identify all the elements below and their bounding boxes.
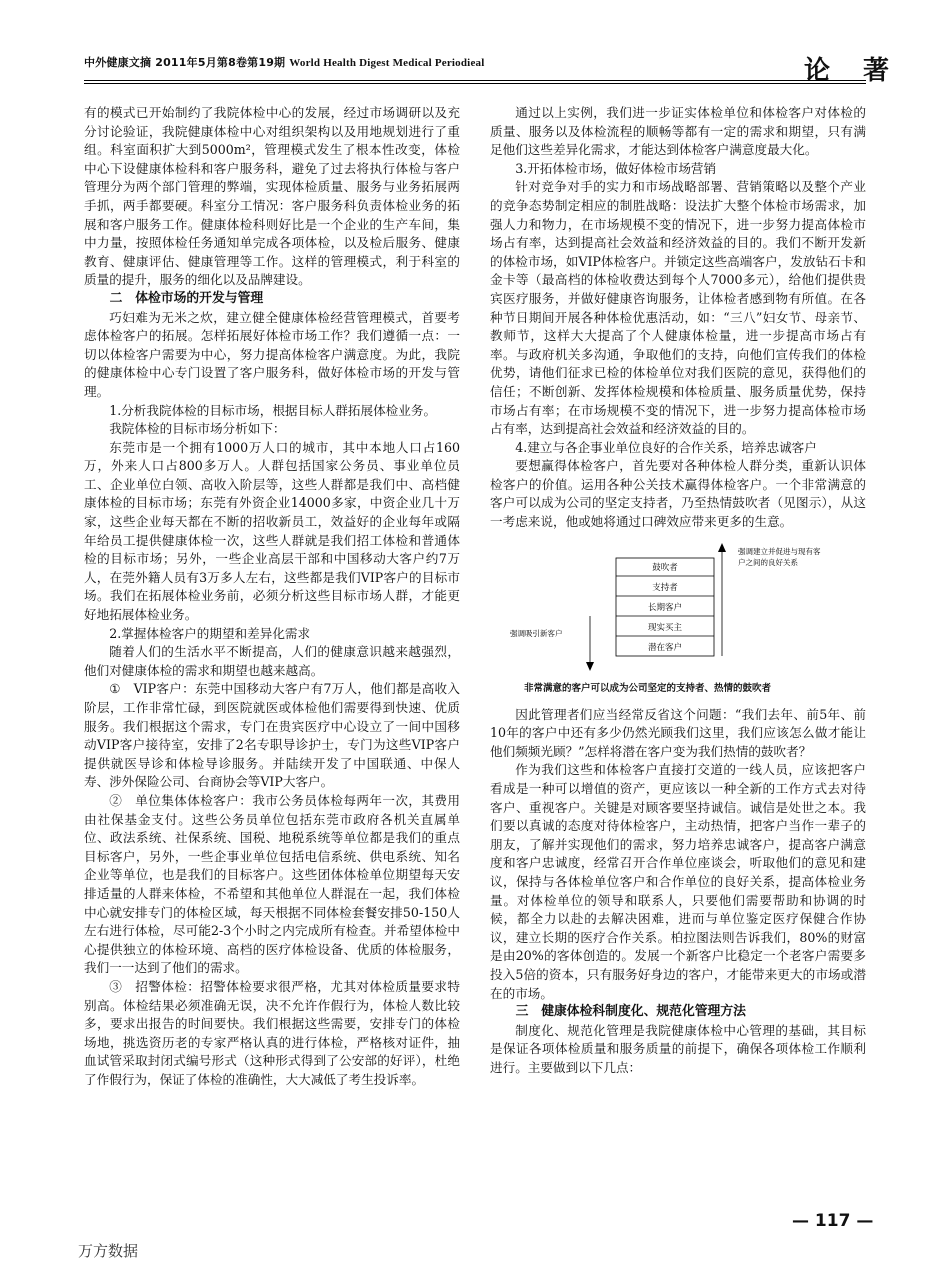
level-long-term: 长期客户 [647, 602, 683, 613]
paragraph: 东莞市是一个拥有1000万人口的城市，其中本地人口占160万，外来人口占800多万人。人群包括国家公务员、事业单位员工、企业单位白领、高收入阶层等，这些人群都是我们中、高档健康体检的目标市场；东莞有外资企业14000多家，中资企业几十万家，这些企业每天都在不断的招收新员工，效益好的企业每年或隔年给员工提供健康体检一次，这些人群就是我们招工体检和普通体检的目标市场；另外，一些企业高层干部和中国移动大客户约7万人，在莞外籍人员有3万多人左右，这些都是我们VIP客户的目标市场。我们在拓展体检业务前，必须分析这些目标市场人群，才能更好地拓展体检业务。 [84, 439, 460, 623]
level-advocate: 鼓吹者 [652, 562, 678, 573]
header-rule-thin [84, 83, 866, 84]
paragraph: 制度化、规范化管理是我院健康体检中心管理的基础，其目标是保证各项体检质量和服务质量的前提下，确保各项体检工作顺利进行。主要做到以下几点： [490, 1022, 866, 1075]
section-label: 论 著 [804, 56, 902, 86]
up-arrow-label-line1: 强调建立并促进与现有客 [738, 546, 821, 556]
paragraph: 通过以上实例，我们进一步证实体检单位和体检客户对体检的质量、服务以及体检流程的顺畅等都有一定的需求和期望，只有满足他们这些差异化需求，才能达到体检客户满意度最大化。 [490, 105, 866, 158]
customer-ladder-diagram [490, 540, 866, 680]
paragraph: 1.分析我院体检的目标市场，根据目标人群拓展体检业务。 [109, 402, 437, 418]
paragraph: 2.掌握体检客户的期望和差异化需求 [109, 625, 311, 641]
paragraph: 巧妇难为无米之炊，建立健全健康体检经营管理模式，首要考虑体检客户的拓展。怎样拓展好体检市场工作？我们遵循一点：一切以体检客户需要为中心，努力提高体检客户满意度。为此，我院的健康体检中心专门设置了客户服务科，做好体检市场的开发与管理。 [84, 309, 460, 399]
paragraph: 作为我们这些和体检客户直接打交道的一线人员，应该把客户看成是一种可以增值的资产，更应该以一种全新的工作方式去对待客户、重视客户。关键是对顾客要坚持诚信。诚信是处世之本。我们要以真诚的态度对待体检客户，主动热情，把客户当作一辈子的朋友，了解并实现他们的需求，努力培养忠诚客户，提高客户满意度和客户忠诚度，经常召开合作单位座谈会，听取他们的意见和建议，保持与各体检单位客户和合作单位的良好关系，提高体检业务量。对体检单位的领导和联系人，只要他们需要帮助和协调的时候，都全力以赴的去解决困难，进而与单位鉴定医疗保健合作协议，建立长期的医疗合作关系。柏拉图法则告诉我们，80%的财富是由20%的客体创造的。发展一个新客户比稳定一个老客户需要多投入5倍的资本，只有服务好身边的客户，才能带来更大的市场或潜在的市场。 [490, 762, 866, 1001]
page-number: — 117 — [792, 1211, 874, 1231]
journal-header [84, 54, 484, 70]
level-supporter: 支持者 [652, 582, 678, 593]
paragraph: 我院体检的目标市场分析如下： [109, 421, 286, 437]
journal-name: 中外健康文摘 2011年5月第8卷第19期 [84, 56, 286, 69]
paragraph: 针对竞争对手的实力和市场战略部署、营销策略以及整个产业的竞争态势制定相应的制胜战略：设法扩大整个体检市场需求，加强人力和物力，在市场规模不变的情况下，进一步努力提高体检市场占有率，达到提高社会效益和经济效益的目的。我们不断开发新的体检市场，如VIP体检客户。并锁定这些高端客户，发放钻石卡和金卡等（最高档的体检收费达到每个人7000多元），给他们提供贵宾医疗服务，并做好健康咨询服务，让体检者感到物有所值。在各种节日期间开展各种体检优惠活动，如：“三八”妇女节、母亲节、教师节，这样大大提高了个人健康体检量，进一步提高市场占有率。与政府机关多沟通，争取他们的支持，向他们宣传我们的体检优势，请他们征求已检的体检单位对我们医院的意见，获得他们的信任；不断创新、发挥体检规模和体检质量、服务质量优势，保持市场占有率；在市场规模不变的情况下，进一步努力提高体检市场占有率，达到提高社会效益和经济效益的目的。 [490, 179, 866, 437]
paragraph: 有的模式已开始制约了我院体检中心的发展，经过市场调研以及充分讨论验证，我院健康体检中心对组织架构以及用地规划进行了重组。科室面积扩大到5000m²，管理模式发生了根本性改变，体检中心下设健康体检科和客户服务科，避免了过去将执行体检与客户管理分为两个部门管理的弊端，实现体检质量、服务与业务拓展两手抓，两手都要硬。科室分工情况：客户服务科负责体检业务的拓展和客户服务工作。健康体检科则好比是一个企业的生产车间，集中力量，按照体检任务通知单完成各项体检，以及检后服务、健康教育、健康评估、健康管理等工作。这样的管理模式，利于科室的质量的提升，服务的细化以及品牌建设。 [84, 105, 460, 288]
level-buyer: 现实买主 [647, 622, 683, 633]
header-rule [84, 80, 866, 81]
journal-name-en: World Health Digest Medical Periodieal [289, 57, 485, 69]
right-column [490, 104, 866, 1078]
paragraph: 4.建立与各企事业单位良好的合作关系，培养忠诚客户 [515, 439, 817, 455]
down-arrow-label: 强调吸引新客户 [510, 628, 563, 638]
customer-ladder-figure [490, 540, 866, 700]
figure-caption: 非常满意的客户可以成为公司坚定的支持者、热情的鼓吹者 [524, 682, 772, 694]
paragraph: ① VIP客户：东莞中国移动大客户有7万人，他们都是高收入阶层，工作非常忙碌，到医院就医或体检他们需要得到快速、优质服务。我们根据这个需求，专门在贵宾医疗中心设立了一间中国移动VIP客户接待室，安排了2名专职导诊护士，专门为这些VIP客户提供就医导诊和体检导诊服务。并陆续开发了中国联通、中保人寿、涉外保险公司、台商协会等VIP大客户。 [84, 681, 460, 790]
paragraph: ② 单位集体体检客户：我市公务员体检每两年一次，其费用由社保基金支付。这些公务员单位包括东莞市政府各机关直属单位、政法系统、社保系统、国税、地税系统等单位都是我们的重点目标客户，另外，一些企事业单位包括电信系统、供电系统、知名企业等单位，也是我们的目标客户。这些团体体检单位期望每天安排适量的人群来体检，不希望和其他单位人群混在一起，我们体检中心就安排专门的体检区域，每天根据不同体检套餐安排50-150人左右进行体检，尽可能2-3个小时之内完成所有检查。并希望体检中心提供独立的体检环境、高档的医疗体检设备、优质的体检服务，我们一一达到了他们的需求。 [84, 792, 460, 976]
section-heading: 二 体检市场的开发与管理 [109, 290, 264, 306]
up-arrow-head [718, 543, 726, 552]
paragraph: ③ 招警体检：招警体检要求很严格，尤其对体检质量要求特别高。体检结果必须准确无误，决不允许作假行为，体检人数比较多，要求出报告的时间要快。我们根据这些需要，安排专门的体检场地，挑选资历老的专家严格认真的进行体检，严格核对证件，抽血试管采取封闭式编号形式（这种形式得到了公安部的好评），杜绝了作假行为，保证了体检的准确性，大大减低了考生投诉率。 [84, 978, 460, 1087]
section-heading: 三 健康体检科制度化、规范化管理方法 [515, 1004, 746, 1020]
level-prospect: 潜在客户 [647, 642, 683, 653]
paragraph: 因此管理者们应当经常反省这个问题：“我们去年、前5年、前10年的客户中还有多少仍然光顾我们这里，我们应该怎么做才能让他们频频光顾？”怎样将潜在客户变为我们热情的鼓吹者？ [490, 706, 866, 759]
paragraph: 随着人们的生活水平不断提高，人们的健康意识越来越强烈，他们对健康体检的需求和期望也越来越高。 [84, 644, 460, 678]
paragraph: 3.开拓体检市场，做好体检市场营销 [515, 160, 717, 176]
source-watermark: 万方数据 [78, 1242, 139, 1260]
paragraph: 要想赢得体检客户，首先要对各种体检人群分类，重新认识体检客户的价值。运用各种公关技术赢得体检客户。一个非常满意的客户可以成为公司的坚定支持者，乃至热情鼓吹者（见图示），从这一考虑来说，他或她将通过口碑效应带来更多的生意。 [490, 458, 866, 530]
left-column [84, 104, 460, 1089]
down-arrow-head [586, 662, 594, 671]
up-arrow-label-line2: 户之间的良好关系 [738, 557, 798, 567]
